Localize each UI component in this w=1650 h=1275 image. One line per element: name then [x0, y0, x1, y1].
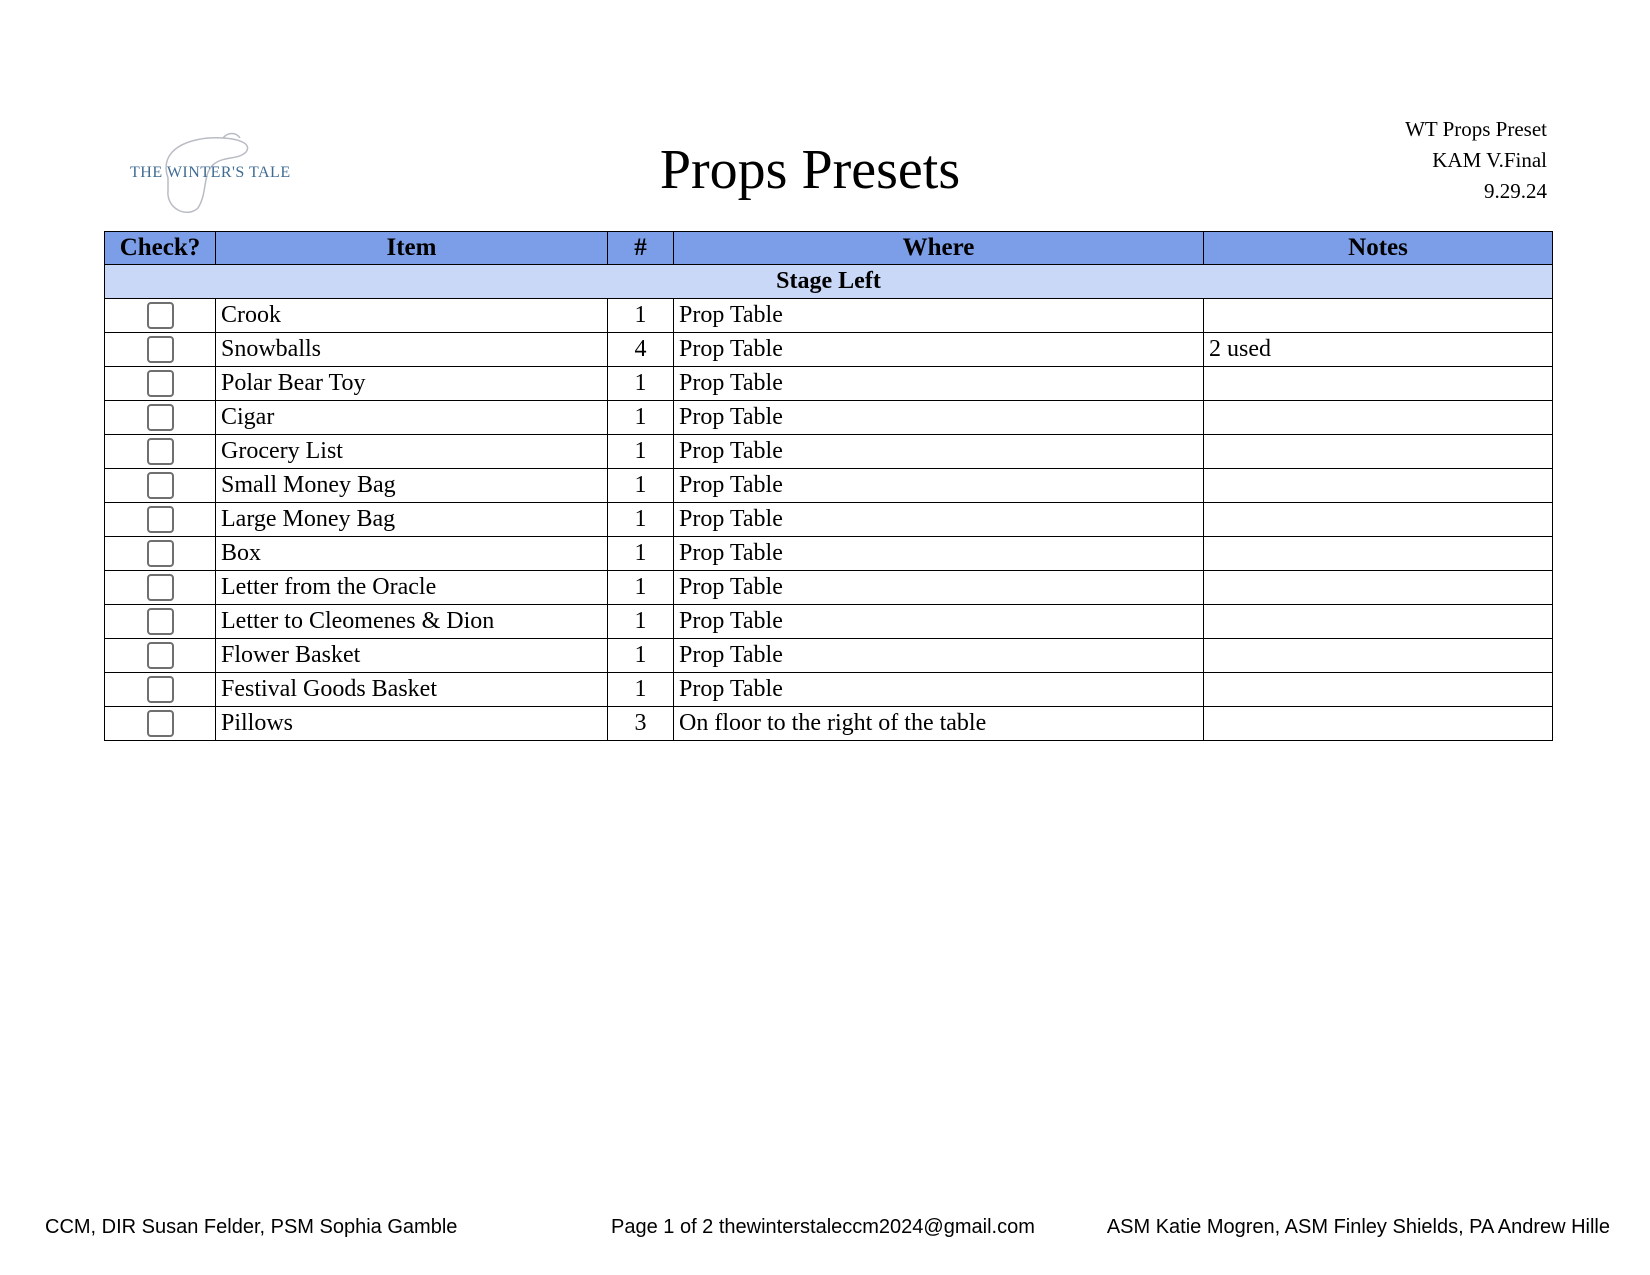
qty-cell: 1 [608, 435, 674, 469]
col-header-item: Item [216, 232, 608, 265]
qty-cell: 3 [608, 707, 674, 741]
qty-cell: 1 [608, 537, 674, 571]
item-cell: Box [216, 537, 608, 571]
qty-cell: 1 [608, 605, 674, 639]
col-header-notes: Notes [1204, 232, 1553, 265]
where-cell: Prop Table [674, 367, 1204, 401]
checkbox[interactable] [147, 608, 174, 635]
qty-cell: 1 [608, 503, 674, 537]
where-cell: Prop Table [674, 605, 1204, 639]
item-cell: Letter to Cleomenes & Dion [216, 605, 608, 639]
qty-cell: 1 [608, 401, 674, 435]
table-row [105, 639, 1553, 673]
qty-cell: 1 [608, 571, 674, 605]
checkbox[interactable] [147, 472, 174, 499]
section-row [105, 265, 1553, 299]
where-cell: Prop Table [674, 639, 1204, 673]
table-row [105, 571, 1553, 605]
notes-cell [1204, 503, 1553, 537]
meta-version: KAM V.Final [1432, 148, 1547, 172]
qty-cell: 4 [608, 333, 674, 367]
notes-cell [1204, 435, 1553, 469]
notes-cell [1204, 571, 1553, 605]
qty-cell: 1 [608, 469, 674, 503]
checkbox[interactable] [147, 438, 174, 465]
meta-date: 9.29.24 [1484, 179, 1547, 203]
check-cell [105, 673, 216, 707]
check-cell [105, 435, 216, 469]
checkbox[interactable] [147, 540, 174, 567]
notes-cell [1204, 605, 1553, 639]
where-cell: Prop Table [674, 469, 1204, 503]
item-cell: Flower Basket [216, 639, 608, 673]
qty-cell: 1 [608, 299, 674, 333]
props-table [104, 231, 1553, 741]
table-row [105, 673, 1553, 707]
item-cell: Letter from the Oracle [216, 571, 608, 605]
table-row [105, 537, 1553, 571]
table-row [105, 367, 1553, 401]
notes-cell [1204, 639, 1553, 673]
check-cell [105, 401, 216, 435]
page-title: Props Presets [659, 139, 961, 201]
notes-cell [1204, 299, 1553, 333]
table-row [105, 605, 1553, 639]
where-cell: Prop Table [674, 435, 1204, 469]
item-cell: Festival Goods Basket [216, 673, 608, 707]
check-cell [105, 639, 216, 673]
header-row [105, 232, 1553, 265]
item-cell: Pillows [216, 707, 608, 741]
table-row [105, 435, 1553, 469]
where-cell: Prop Table [674, 503, 1204, 537]
check-cell [105, 469, 216, 503]
checkbox[interactable] [147, 574, 174, 601]
notes-cell [1204, 537, 1553, 571]
qty-cell: 1 [608, 367, 674, 401]
where-cell: Prop Table [674, 537, 1204, 571]
col-header-where: Where [674, 232, 1204, 265]
col-header-qty: # [608, 232, 674, 265]
checkbox[interactable] [147, 710, 174, 737]
section-label: Stage Left [105, 265, 1553, 299]
check-cell [105, 707, 216, 741]
check-cell [105, 333, 216, 367]
check-cell [105, 299, 216, 333]
item-cell: Grocery List [216, 435, 608, 469]
check-cell [105, 367, 216, 401]
item-cell: Small Money Bag [216, 469, 608, 503]
notes-cell [1204, 673, 1553, 707]
check-cell [105, 503, 216, 537]
col-header-check: Check? [105, 232, 216, 265]
logo [128, 130, 291, 216]
notes-cell [1204, 469, 1553, 503]
notes-cell [1204, 401, 1553, 435]
table-row [105, 333, 1553, 367]
footer-left: CCM, DIR Susan Felder, PSM Sophia Gamble [45, 1216, 458, 1238]
notes-cell: 2 used [1204, 333, 1553, 367]
logo-text: THE WINTER'S TALE [130, 164, 291, 181]
where-cell: On floor to the right of the table [674, 707, 1204, 741]
qty-cell: 1 [608, 639, 674, 673]
where-cell: Prop Table [674, 571, 1204, 605]
qty-cell: 1 [608, 673, 674, 707]
table-row [105, 707, 1553, 741]
checkbox[interactable] [147, 370, 174, 397]
table-row [105, 503, 1553, 537]
item-cell: Cigar [216, 401, 608, 435]
checkbox[interactable] [147, 642, 174, 669]
notes-cell [1204, 707, 1553, 741]
where-cell: Prop Table [674, 401, 1204, 435]
document-meta [1405, 114, 1547, 207]
footer-center: Page 1 of 2 thewinterstaleccm2024@gmail.com [611, 1216, 1035, 1238]
where-cell: Prop Table [674, 333, 1204, 367]
item-cell: Polar Bear Toy [216, 367, 608, 401]
table-row [105, 299, 1553, 333]
meta-doc-name: WT Props Preset [1405, 117, 1547, 141]
check-cell [105, 605, 216, 639]
checkbox[interactable] [147, 676, 174, 703]
checkbox[interactable] [147, 404, 174, 431]
item-cell: Large Money Bag [216, 503, 608, 537]
checkbox[interactable] [147, 506, 174, 533]
checkbox[interactable] [147, 302, 174, 329]
notes-cell [1204, 367, 1553, 401]
footer-right: ASM Katie Mogren, ASM Finley Shields, PA Andrew Hille [1106, 1216, 1610, 1238]
where-cell: Prop Table [674, 299, 1204, 333]
item-cell: Snowballs [216, 333, 608, 367]
table-row [105, 469, 1553, 503]
check-cell [105, 537, 216, 571]
where-cell: Prop Table [674, 673, 1204, 707]
item-cell: Crook [216, 299, 608, 333]
check-cell [105, 571, 216, 605]
table-row [105, 401, 1553, 435]
checkbox[interactable] [147, 336, 174, 363]
